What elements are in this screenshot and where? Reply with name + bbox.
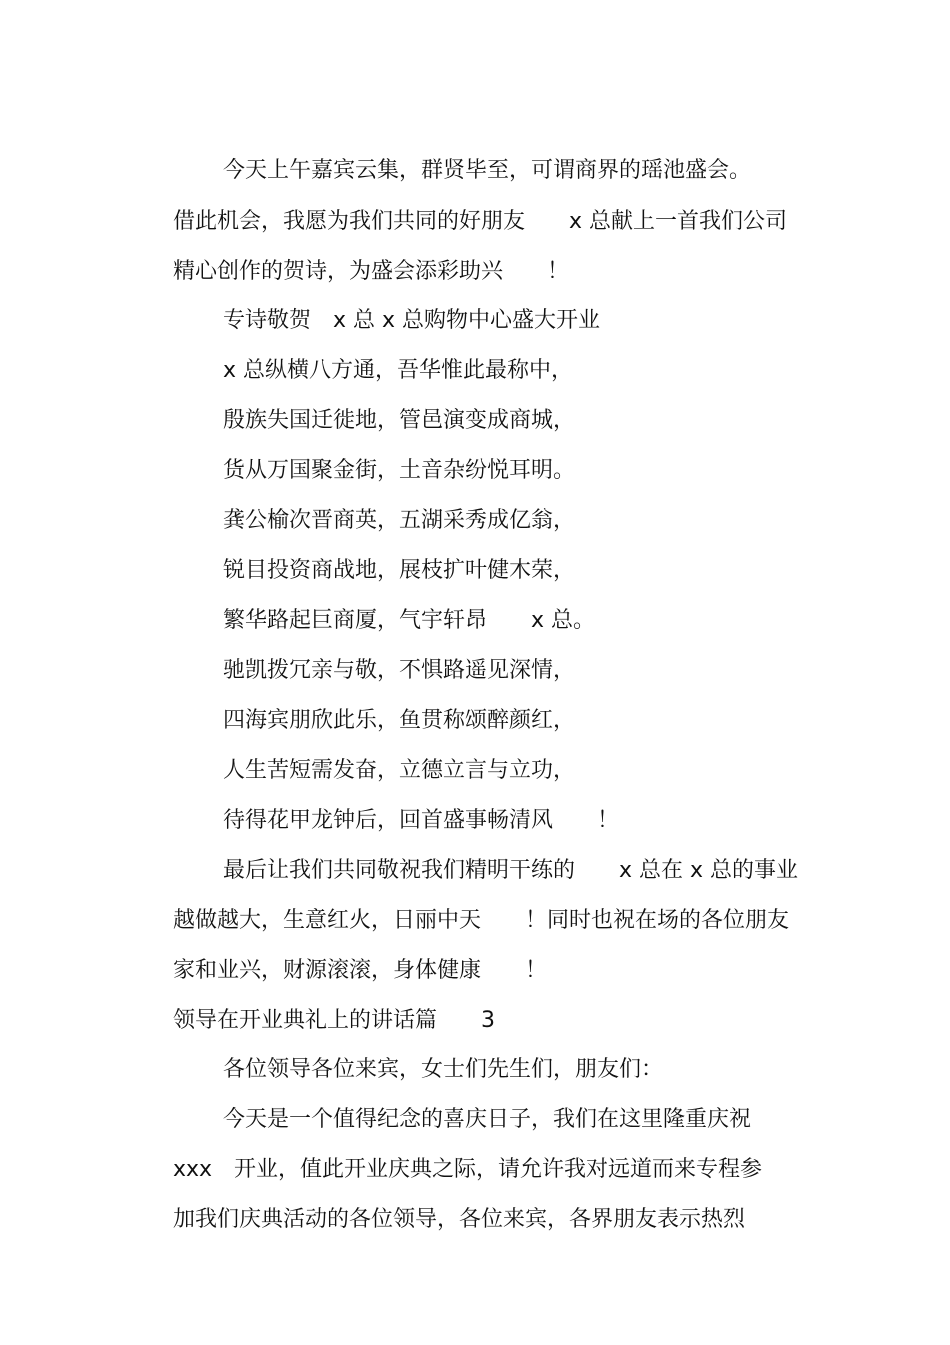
text-segment: 加我们庆典活动的各位领导，各位来宾，各界朋友表示热烈	[172, 1207, 745, 1232]
text-segment: ！	[525, 958, 548, 983]
text-segment: 各位领导各位来宾，女士们先生们，朋友们：	[222, 1057, 663, 1082]
text-segment: xxx	[172, 1157, 213, 1182]
text-segment: 精心创作的贺诗，为盛会添彩助兴	[172, 259, 503, 284]
paragraph-line	[145, 227, 570, 284]
text-segment: ！	[547, 259, 570, 284]
text-segment: 最后让我们共同敬祝我们精明干练的	[222, 858, 575, 883]
poem-line	[195, 426, 575, 483]
poem-line	[195, 576, 596, 633]
text-segment: 龚公榆次晋商英，五湖采秀成亿翁，	[222, 508, 575, 533]
paragraph-line	[195, 276, 601, 333]
text-segment: x 总在 x 总的事业	[619, 858, 799, 883]
text-segment: 人生苦短需发奋，立德立言与立功，	[222, 758, 575, 783]
text-segment: ！	[597, 808, 620, 833]
paragraph-line	[195, 1025, 663, 1082]
poem-line	[195, 476, 575, 533]
paragraph-line	[195, 826, 799, 883]
paragraph-line	[145, 876, 790, 933]
text-segment: x 总纵横八方通，吾华惟此最称中，	[222, 358, 573, 383]
poem-line	[195, 526, 575, 583]
text-segment: 开业，值此开业庆典之际，请允许我对远道而来专程参	[234, 1157, 763, 1182]
poem-line	[195, 326, 573, 383]
text-segment: 专诗敬贺	[222, 308, 311, 333]
text-segment: 借此机会，我愿为我们共同的好朋友	[172, 209, 525, 234]
text-segment: ！同时也祝在场的各位朋友	[525, 908, 790, 933]
section-heading	[145, 976, 495, 1033]
text-segment: 今天是一个值得纪念的喜庆日子，我们在这里隆重庆祝	[222, 1107, 751, 1132]
text-segment: 锐目投资商战地，展枝扩叶健木荣，	[222, 558, 575, 583]
paragraph-line	[145, 1175, 745, 1232]
poem-line	[195, 376, 575, 433]
poem-line	[195, 776, 620, 833]
paragraph-line	[195, 126, 751, 183]
paragraph-line	[145, 1125, 763, 1182]
poem-line	[195, 676, 575, 733]
poem-line	[195, 626, 575, 683]
paragraph-line	[145, 177, 788, 234]
text-segment: 领导在开业典礼上的讲话篇	[172, 1008, 437, 1033]
text-segment: x 总 x 总购物中心盛大开业	[333, 308, 601, 333]
poem-line	[195, 726, 575, 783]
paragraph-line	[145, 926, 548, 983]
text-segment: 繁华路起巨商厦，气宇轩昂	[222, 608, 487, 633]
text-segment: 家和业兴，财源滚滚，身体健康	[172, 958, 481, 983]
text-segment: 殷族失国迁徙地，管邑演变成商城，	[222, 408, 575, 433]
text-segment: x 总。	[531, 608, 596, 633]
text-segment: 3	[481, 1008, 495, 1033]
text-segment: 今天上午嘉宾云集，群贤毕至，可谓商界的瑶池盛会。	[222, 158, 751, 183]
text-segment: 驰凯拨冗亲与敬，不惧路遥见深情，	[222, 658, 575, 683]
text-segment: 待得花甲龙钟后，回首盛事畅清风	[222, 808, 553, 833]
text-segment: 货从万国聚金街，土音杂纷悦耳明。	[222, 458, 575, 483]
paragraph-line	[195, 1075, 751, 1132]
text-segment: 越做越大，生意红火，日丽中天	[172, 908, 481, 933]
text-segment: x 总献上一首我们公司	[569, 209, 788, 234]
text-segment: 四海宾朋欣此乐，鱼贯称颂醉颜红，	[222, 708, 575, 733]
